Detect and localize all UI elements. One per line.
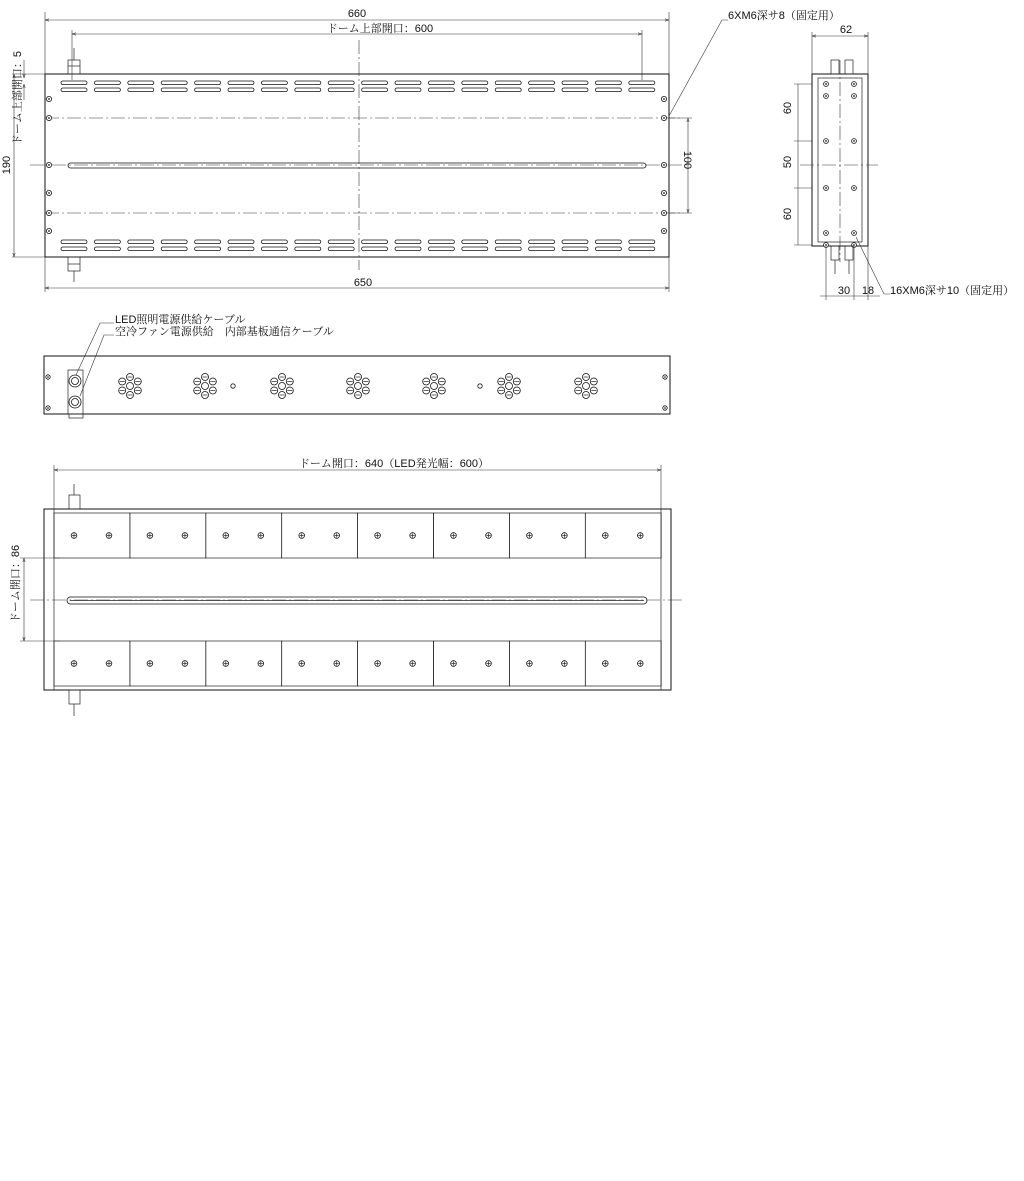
dim-side-60-top: 60 <box>782 101 794 115</box>
led-panel <box>585 641 661 686</box>
vent-slot <box>61 81 87 85</box>
vent-slot <box>94 81 120 85</box>
vent-slot <box>195 240 221 244</box>
vent-slot <box>495 240 521 244</box>
vent-slot <box>61 88 87 92</box>
vent-slot <box>128 81 154 85</box>
vent-slot <box>128 88 154 92</box>
vent-slot <box>228 88 254 92</box>
vent-slot <box>595 240 621 244</box>
led-panel <box>206 641 282 686</box>
vent-slot <box>529 81 555 85</box>
vent-slot <box>261 88 287 92</box>
vent-slot <box>94 240 120 244</box>
vent-slot <box>261 247 287 251</box>
vent-slot <box>94 247 120 251</box>
vent-slot <box>362 88 388 92</box>
dim-dome-86: ドーム開口：86 <box>10 544 22 624</box>
label-cable-fan: 空冷ファン電源供給 内部基板通信ケーブル <box>115 326 334 338</box>
cable-gland-top <box>68 48 80 74</box>
led-panel <box>130 513 206 558</box>
dim-190: 190 <box>1 155 13 175</box>
vent-slot <box>462 88 488 92</box>
label-16xm6: 16XM6深サ10（固定用） <box>890 285 1015 297</box>
vent-slot <box>362 247 388 251</box>
rear-view <box>44 312 670 418</box>
vent-slot <box>462 81 488 85</box>
dim-side-50: 50 <box>782 155 794 169</box>
vent-slot <box>161 240 187 244</box>
vent-slot <box>629 81 655 85</box>
led-panel <box>509 641 585 686</box>
vent-slot <box>94 88 120 92</box>
vent-slot <box>428 240 454 244</box>
led-panel <box>434 641 510 686</box>
led-panel <box>585 513 661 558</box>
vent-slot <box>629 88 655 92</box>
vent-slot <box>395 247 421 251</box>
dim-660: 660 <box>347 8 367 20</box>
vent-slot <box>161 81 187 85</box>
dim-30: 30 <box>837 285 851 297</box>
vent-slot <box>261 240 287 244</box>
vent-slot <box>362 240 388 244</box>
vent-slot <box>395 240 421 244</box>
dim-650: 650 <box>353 277 373 289</box>
vent-slot <box>529 240 555 244</box>
fan-group <box>575 374 598 399</box>
side-view <box>782 24 1014 300</box>
vent-slot <box>61 247 87 251</box>
vent-slot <box>562 88 588 92</box>
vent-slot <box>529 247 555 251</box>
vent-slot <box>295 247 321 251</box>
vent-slot <box>128 240 154 244</box>
vent-slot <box>562 240 588 244</box>
front-view <box>1 8 840 292</box>
vent-slot <box>295 240 321 244</box>
led-panel <box>130 641 206 686</box>
vent-slot <box>195 247 221 251</box>
vent-slot <box>195 88 221 92</box>
vent-slot <box>495 81 521 85</box>
fan-group <box>347 374 370 399</box>
dim-top-opening: ドーム上部開口：600 <box>326 23 434 35</box>
fan-groups <box>119 374 598 399</box>
vent-slot <box>395 81 421 85</box>
fan-group <box>119 374 142 399</box>
vent-slot <box>595 81 621 85</box>
vent-slot <box>428 81 454 85</box>
vent-slot <box>161 88 187 92</box>
led-panel <box>54 641 130 686</box>
vent-slot <box>495 88 521 92</box>
label-6xm6: 6XM6深サ8（固定用） <box>728 10 840 22</box>
vent-slot <box>428 88 454 92</box>
vent-slot <box>228 240 254 244</box>
vent-slot <box>295 81 321 85</box>
vent-slot <box>595 88 621 92</box>
led-panel <box>358 513 434 558</box>
vent-slot <box>228 247 254 251</box>
dim-18: 18 <box>861 285 875 297</box>
vent-slot <box>462 240 488 244</box>
led-panel <box>358 641 434 686</box>
led-panel <box>206 513 282 558</box>
cable-gland-bottom <box>68 257 80 282</box>
vent-slot <box>261 81 287 85</box>
bottom-view <box>9 456 685 716</box>
vent-slot <box>562 81 588 85</box>
fan-group <box>498 374 521 399</box>
vent-slot <box>128 247 154 251</box>
center-slot <box>68 163 646 168</box>
dim-100: 100 <box>681 150 693 170</box>
vent-slot <box>61 240 87 244</box>
vent-slot <box>328 247 354 251</box>
vent-slot <box>328 88 354 92</box>
led-panel <box>509 513 585 558</box>
vent-slot <box>295 88 321 92</box>
vent-slot <box>562 247 588 251</box>
vent-slot <box>595 247 621 251</box>
vent-slot <box>428 247 454 251</box>
dim-dome-opening: ドーム開口：640（LED発光幅：600） <box>298 458 490 470</box>
vent-slot <box>228 81 254 85</box>
dim-side-60-bottom: 60 <box>782 207 794 221</box>
led-panel <box>54 513 130 558</box>
label-cable-led: LED照明電源供給ケーブル <box>115 314 246 326</box>
vent-slot <box>495 247 521 251</box>
vent-slot <box>629 240 655 244</box>
vent-slot <box>462 247 488 251</box>
dim-62: 62 <box>839 24 853 36</box>
vent-slot <box>395 88 421 92</box>
led-panel <box>434 513 510 558</box>
vent-slot <box>328 240 354 244</box>
fan-group <box>194 374 217 399</box>
vent-slot <box>529 88 555 92</box>
vent-slot <box>195 81 221 85</box>
led-panel <box>282 513 358 558</box>
led-panel <box>282 641 358 686</box>
fan-group <box>271 374 294 399</box>
dim-left-opening: ドーム上部開口：5 <box>12 50 24 146</box>
vent-slot <box>328 81 354 85</box>
fan-group <box>423 374 446 399</box>
vent-slot <box>161 247 187 251</box>
vent-slot <box>362 81 388 85</box>
vent-slot <box>629 247 655 251</box>
